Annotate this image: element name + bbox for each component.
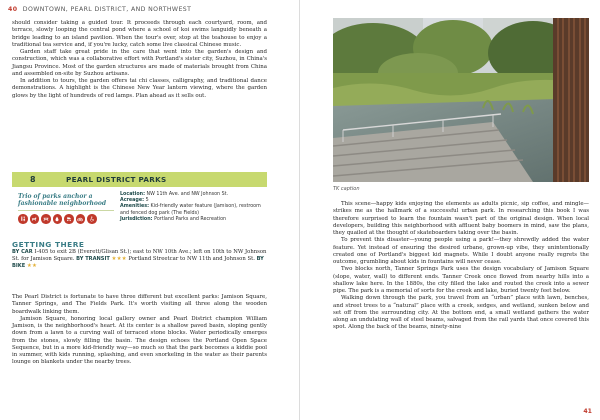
amenity-icons <box>18 214 97 224</box>
paragraph: should consider taking a guided tour. It proceeds through each courtyard, room, and terrace, slowly looping the central pond where a school of koi swims languidly beneath a bridge leading to an island pavilion. When the tour's over, stop at the teahouse to enjoy a traditional tea service and, if you're lucky, catch some live classical Chinese music. <box>12 20 267 48</box>
transit-rating: ★★★ <box>111 256 127 263</box>
directions <box>12 249 267 270</box>
park-details <box>120 192 265 223</box>
paragraph: Garden staff take great pride in the care that went into the garden's design and construction, which was a collaborative effort with Portland's sister city, Suzhou, in China's Jiangsu Province. Most of the garden structures are made of materials brought from China and assembled on-site by Suzhou artisans. <box>12 49 267 77</box>
park-number: 8 <box>30 175 36 184</box>
stroller-icon <box>64 214 74 224</box>
park-photo-illustration <box>333 18 589 182</box>
intro-text <box>12 20 267 100</box>
detail-label: Acreage: <box>120 198 145 204</box>
bike-rating: ★★ <box>26 263 38 270</box>
by-transit-text: Portland Streetcar to NW 11th and Johnson St. <box>128 256 255 263</box>
paragraph: In addition to tours, the garden offers tai chi classes, calligraphy, and traditional dance demonstrations. A highlight is the Chinese New Year lantern viewing, where the garden glows by the light of hundreds of red lamps. Plan ahead as it sells out. <box>12 78 267 99</box>
running-head-title: DOWNTOWN, PEARL DISTRICT, AND NORTHWEST <box>22 6 192 13</box>
restroom-icon <box>18 214 28 224</box>
water-icon <box>53 214 63 224</box>
body-text-left <box>12 294 267 367</box>
by-car-text: I-405 to exit 2B (Everett/Glisan St.); east to NW 10th Ave.; left on 10th to NW Johnson St. for Jamison Square. <box>12 249 267 263</box>
body-text-right <box>333 201 589 332</box>
page-number-left: 40 <box>8 6 18 13</box>
paragraph: The Pearl District is fortunate to have three different but excellent parks: Jamison Square, Tanner Springs, and The Fields Park. It's worth visiting all three along the wooden boardwalk linking them. <box>12 294 267 315</box>
detail-value: 5 <box>145 198 149 204</box>
right-page <box>300 0 600 420</box>
detail-value: NW 11th Ave. and NW Johnson St. <box>146 192 229 197</box>
by-car-label: BY CAR <box>12 249 33 255</box>
bike-icon <box>76 214 86 224</box>
detail-value: Portland Parks and Recreation <box>154 216 227 222</box>
by-bike-label: BY BIKE <box>12 256 264 270</box>
park-info-box <box>12 192 267 234</box>
paragraph: This scene—happy kids enjoying the elements as adults picnic, sip coffee, and mingle—strikes me as the hallmark of a successful urban park. In researching this book I was therefore surprised to learn the fountain wasn't part of the original design. When local developers, building this neighborhood with affluent baby boomers in mind, saw the plans, they quailed at the thought of skateboarders taking over the basin. <box>333 201 589 236</box>
paragraph: Walking down through the park, you travel from an “urban” place with lawn, benches, and street trees to a “natural” place with a creek, sedges, and wetland, sunken below and set off from the surrounding city. At the bottom end, a small wetland gathers the water along an undulating wall of steel beams, salvaged from the rail yards that once covered this spot. Along the back of the beams, ninety-nine <box>333 295 589 331</box>
wheelchair-icon <box>87 214 97 224</box>
paragraph: Two blocks north, Tanner Springs Park uses the design vocabulary of Jamison Square (slope, water, wall) to different ends. Tanner Creek once flowed from nearby hills into a shallow lake here. In the 1880s, the city filled the lake and routed the creek into a sewer pipe. The park is a memorial of sorts for the creek and lake, buried twenty feet below. <box>333 266 589 294</box>
detail-label: Amenities: <box>120 204 149 210</box>
detail-value: Kid-friendly water feature (Jamison), restroom and fenced dog park (The Fields) <box>120 204 261 216</box>
picnic-icon <box>41 214 51 224</box>
photo-caption: TK caption <box>333 186 360 192</box>
detail-label: Location: <box>120 192 145 197</box>
detail-row-amenities <box>120 204 265 216</box>
divider <box>18 210 114 211</box>
getting-there-heading: GETTING THERE <box>12 240 85 249</box>
dog-icon <box>30 214 40 224</box>
detail-row-jurisdiction <box>120 217 265 223</box>
paragraph: To prevent this disaster—young people using a park!—they shrewdly added the water feature. Yet instead of ensuring the desired urbane, grown-up vibe, they unintentionally created one of Portland's biggest kid magnets. While I doubt anyone really regrets the outcome, grumbling about kids in fountains will never cease. <box>333 237 589 265</box>
paragraph: Jamison Square, honoring local gallery owner and Pearl District champion William Jamison, is the neighborhood's heart. At its center is a shallow paved basin, sloping gently down from a lawn to a curving wall of terraced stone blocks. Water periodically emerges from the stones, slowly filling the basin. The design echoes the Portland Open Space Sequence, but in a more kid-friendly way—so much so that the park becomes a kiddie pool in summer, with kids running, splashing, and even snorkeling in the water as their parents lounge on blankets under the nearby trees. <box>12 315 267 366</box>
park-title: PEARL DISTRICT PARKS <box>66 175 167 184</box>
park-tagline: Trio of parks anchor a fashionable neighborhood <box>18 193 107 208</box>
park-heading-banner <box>12 172 267 187</box>
by-transit-label: BY TRANSIT <box>76 256 110 263</box>
park-photo <box>333 18 589 182</box>
running-head-left <box>8 6 191 13</box>
page-number-right: 41 <box>583 408 592 415</box>
detail-label: Jurisdiction: <box>120 216 153 222</box>
